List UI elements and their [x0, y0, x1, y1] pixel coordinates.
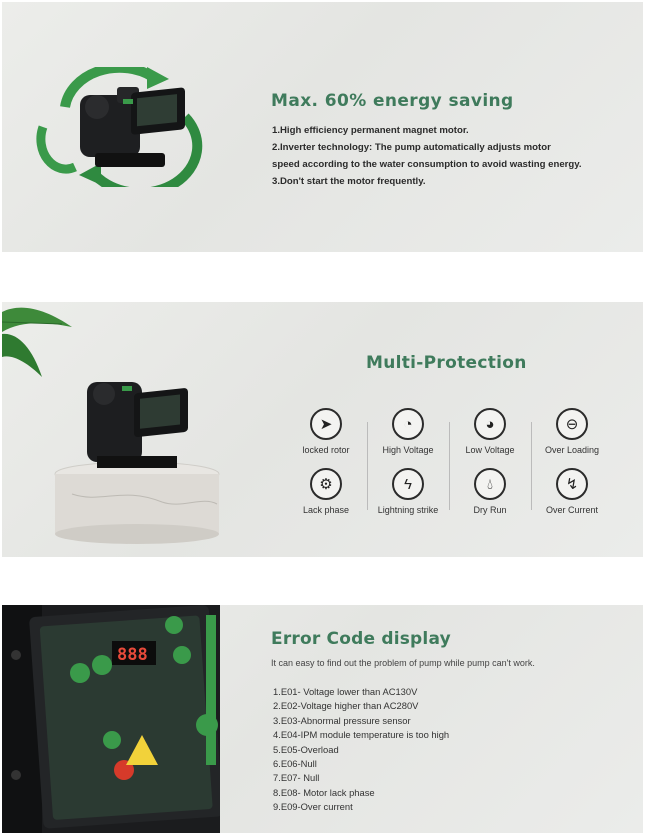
protection-label: High Voltage — [382, 445, 434, 455]
lightning-icon: ϟ — [392, 468, 424, 500]
list-item: 5.E05-Overload — [273, 743, 339, 755]
protection-item — [368, 408, 448, 455]
protection-item — [532, 408, 612, 455]
protection-label: locked rotor — [302, 445, 350, 455]
protection-panel — [2, 302, 643, 557]
protection-item — [532, 468, 612, 515]
list-item: 4.E04-IPM module temperature is too high — [273, 729, 450, 741]
pump-on-pedestal-image — [52, 374, 222, 544]
error-code-panel — [2, 605, 643, 833]
gauge-low-icon: ◕ — [474, 408, 506, 440]
protection-label: Over Loading — [544, 445, 600, 455]
list-item: 2.E02-Voltage higher than AC280V — [273, 700, 419, 712]
protection-item — [450, 408, 530, 455]
drop-icon: 💧︎ — [474, 468, 506, 500]
protection-item — [286, 408, 366, 455]
error-subtitle: It can easy to find out the problem of pump while pump can't work. — [271, 658, 535, 668]
list-item: 7.E07- Null — [273, 772, 320, 784]
protection-label: Lack phase — [302, 505, 350, 515]
current-icon: ↯ — [556, 468, 588, 500]
list-item: 6.E06-Null — [273, 758, 317, 770]
protection-label: Dry Run — [473, 505, 507, 515]
gauge-high-icon: ◔ — [392, 408, 424, 440]
list-item: 8.E08- Motor lack phase — [273, 786, 375, 798]
list-item: 3.E03-Abnormal pressure sensor — [273, 714, 411, 726]
energy-line: 2.Inverter technology: The pump automatically adjusts motor — [272, 142, 551, 153]
energy-line: speed according to the water consumption to avoid wasting energy. — [272, 159, 582, 170]
list-item: 1.E01- Voltage lower than AC130V — [273, 686, 418, 697]
energy-description — [272, 122, 582, 190]
protection-label: Lightning strike — [377, 505, 439, 515]
energy-line: 3.Don't start the motor frequently. — [272, 176, 426, 187]
controller-closeup-image — [2, 605, 220, 833]
palm-leaf-image — [2, 302, 77, 382]
overload-icon: ⊖ — [556, 408, 588, 440]
error-title: Error Code display — [271, 629, 451, 649]
energy-saving-panel — [2, 2, 643, 252]
protection-label: Over Current — [545, 505, 598, 515]
protection-grid — [294, 402, 616, 522]
protection-title: Multi-Protection — [366, 353, 527, 373]
energy-title: Max. 60% energy saving — [271, 91, 514, 111]
protection-item — [286, 468, 366, 515]
phase-icon: ⚙ — [310, 468, 342, 500]
protection-label: Low Voltage — [465, 445, 515, 455]
pump-with-arrows-image — [35, 67, 217, 187]
protection-item — [368, 468, 448, 515]
protection-item — [450, 468, 530, 515]
energy-line: 1.High efficiency permanent magnet motor. — [272, 125, 469, 136]
error-code-list — [273, 685, 449, 815]
plane-arrow-icon: ➤ — [310, 408, 342, 440]
display-digits: 888 — [117, 645, 148, 665]
list-item: 9.E09-Over current — [273, 801, 353, 813]
